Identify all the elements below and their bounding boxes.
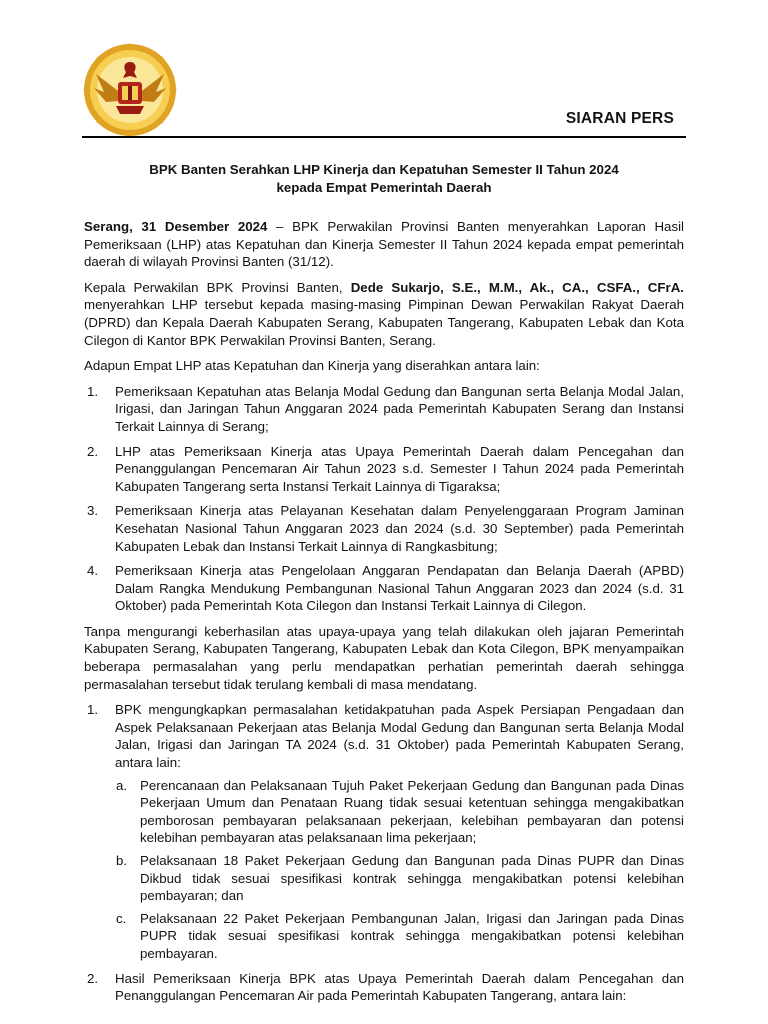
dateline: Serang, 31 Desember 2024 bbox=[84, 219, 268, 234]
list-item bbox=[84, 701, 684, 962]
list-number: 3. bbox=[87, 503, 99, 519]
sub-list-item bbox=[115, 852, 684, 905]
lhp-list bbox=[84, 383, 684, 615]
list-text: Pemeriksaan Kinerja atas Pelayanan Kesehatan dalam Penyelenggaraan Program Jaminan Kesehatan Nasional Tahun Anggaran 2023 dan 2024 (s.d. 30 September) pada Pemerintah Kabupaten Lebak dan Instansi Terkait Lainnya di Rangkasbitung; bbox=[115, 503, 684, 554]
list-number: 2. bbox=[87, 970, 99, 986]
header-divider bbox=[82, 136, 686, 138]
list-item bbox=[84, 383, 684, 436]
bpk-garuda-emblem-icon bbox=[82, 42, 178, 138]
head-text-after: menyerahkan LHP tersebut kepada masing-masing Pimpinan Dewan Perwakilan Rakyat Daerah (DPRD) dan Kepala Daerah Kabupaten Serang, Kabupaten Tangerang, Kabupaten Lebak dan Kota Cilegon di Kantor BPK Perwakilan Provinsi Banten, Serang. bbox=[84, 297, 684, 348]
bpk-logo bbox=[82, 42, 178, 138]
sub-list-text: Pelaksanaan 18 Paket Pekerjaan Gedung dan Bangunan pada Dinas PUPR dan Dinas Dikbud tidak sesuai spesifikasi kontrak sehingga mengakibatkan potensi kelebihan pembayaran; dan bbox=[140, 853, 684, 904]
list-number: 1. bbox=[87, 383, 99, 399]
sub-list-letter: c. bbox=[116, 910, 127, 926]
findings-list bbox=[84, 701, 684, 1005]
list-number: 1. bbox=[87, 702, 99, 718]
intro-paragraph bbox=[84, 218, 684, 271]
list-number: 2. bbox=[87, 443, 99, 459]
intro-text: – BPK Perwakilan Provinsi Banten menyerahkan Laporan Hasil Pemeriksaan (LHP) atas Kepatuhan dan Kinerja Semester II Tahun 2024 kepada empat pemerintah daerah di wilayah Provinsi Banten (31/12). bbox=[84, 219, 685, 270]
sub-list-item bbox=[115, 777, 684, 847]
head-paragraph bbox=[84, 279, 684, 349]
sub-list-letter: b. bbox=[116, 853, 128, 868]
list-item bbox=[84, 970, 684, 1005]
sub-list bbox=[115, 777, 684, 963]
list-text: LHP atas Pemeriksaan Kinerja atas Upaya Pemerintah Daerah dalam Pencegahan dan Penanggulangan Pencemaran Air Tahun 2023 s.d. Semester I Tahun 2024 pada Pemerintah Kabupaten Tangerang serta Instansi Terkait Lainnya di Tigaraksa; bbox=[115, 443, 684, 494]
list-item bbox=[84, 443, 684, 496]
lhp-intro-paragraph: Adapun Empat LHP atas Kepatuhan dan Kinerja yang diserahkan antara lain: bbox=[84, 358, 540, 374]
title-line-2: kepada Empat Pemerintah Daerah bbox=[276, 180, 492, 195]
head-name: Dede Sukarjo, S.E., M.M., Ak., CA., CSFA., CFrA. bbox=[350, 279, 684, 295]
list-number: 4. bbox=[87, 563, 99, 579]
list-item bbox=[84, 562, 684, 615]
head-text-before: Kepala Perwakilan BPK Provinsi Banten, bbox=[84, 279, 351, 295]
list-text: Pemeriksaan Kepatuhan atas Belanja Modal Gedung dan Bangunan serta Belanja Modal Jalan, Irigasi, dan Jaringan Tahun Anggaran 2024 pada Pemerintah Kabupaten Serang dan Instansi Terkait Lainnya di Serang; bbox=[115, 383, 684, 434]
sub-list-text: Pelaksanaan 22 Paket Pekerjaan Pembangunan Jalan, Irigasi dan Jaringan pada Dinas PUPR tidak sesuai spesifikasi kontrak sehingga mengakibatkan potensi kelebihan pembayaran. bbox=[140, 910, 684, 961]
list-text: Pemeriksaan Kinerja atas Pengelolaan Anggaran Pendapatan dan Belanja Daerah (APBD) Dalam Rangka Mendukung Pembangunan Nasional Tahun Anggaran 2023 dan 2024 (s.d. 31 Oktober) pada Pemerintah Kota Cilegon dan Instansi Terkait Lainnya di Cilegon. bbox=[115, 563, 684, 614]
sub-list-text: Perencanaan dan Pelaksanaan Tujuh Paket Pekerjaan Gedung dan Bangunan pada Dinas Pekerjaan Umum dan Penataan Ruang tidak sesuai ketentuan sehingga mengakibatkan pemborosan pembayaran pelaksanaan pekerjaan, kelebihan pembayaran dan potensi kelebihan pembayaran atas pelaksanaan lima pekerjaan; bbox=[140, 777, 684, 846]
document-title bbox=[82, 161, 686, 197]
document-body bbox=[84, 218, 684, 1013]
list-text: Hasil Pemeriksaan Kinerja BPK atas Upaya Pemerintah Daerah dalam Pencegahan dan Penanggulangan Pencemaran Air pada Pemerintah Kabupaten Tangerang, antara lain: bbox=[115, 970, 684, 1004]
list-text: BPK mengungkapkan permasalahan ketidakpatuhan pada Aspek Persiapan Pengadaan dan Aspek Pelaksanaan Pekerjaan atas Belanja Modal Gedung dan Bangunan serta Belanja Modal Jalan, Irigasi dan Jaringan TA 2024 (s.d. 31 Oktober) pada Pemerintah Kabupaten Serang, antara lain: bbox=[115, 702, 684, 771]
findings-intro-paragraph: Tanpa mengurangi keberhasilan atas upaya-upaya yang telah dilakukan oleh jajaran Pemerintah Kabupaten Serang, Kabupaten Tangerang, Kabupaten Lebak dan Kota Cilegon, BPK menyampaikan beberapa permasalahan yang perlu mendapatkan perhatian pemerintah daerah sehingga permasalahan tersebut tidak terulang kembali di masa mendatang. bbox=[84, 623, 684, 692]
title-line-1: BPK Banten Serahkan LHP Kinerja dan Kepatuhan Semester II Tahun 2024 bbox=[149, 162, 619, 177]
sub-list-item bbox=[115, 910, 684, 963]
press-release-label: SIARAN PERS bbox=[565, 110, 674, 127]
list-item bbox=[84, 502, 684, 555]
sub-list-letter: a. bbox=[116, 777, 128, 793]
